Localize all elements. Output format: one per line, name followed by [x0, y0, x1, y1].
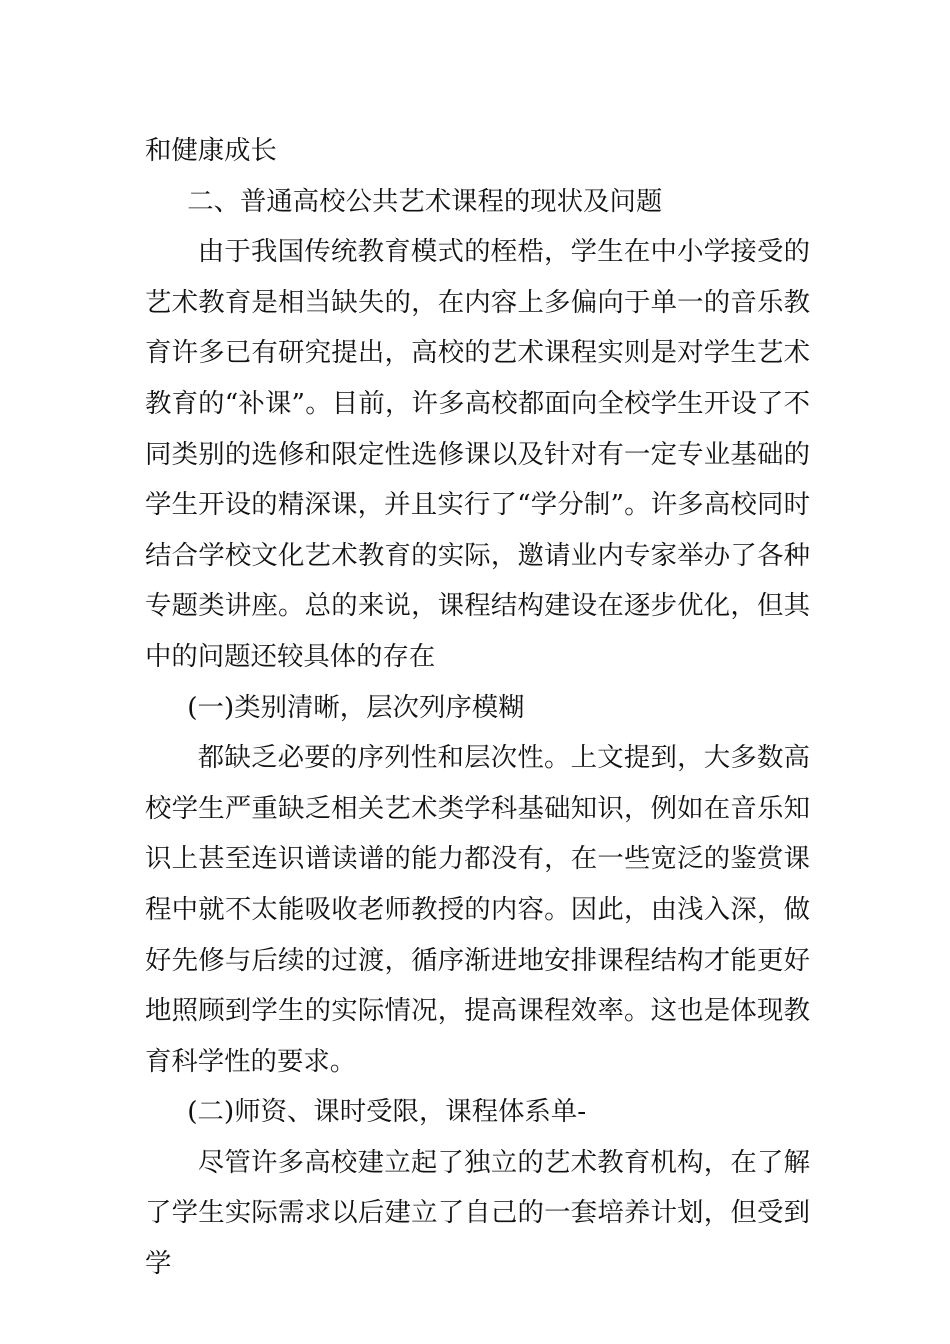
paragraph: 都缺乏必要的序列性和层次性。上文提到，大多数高校学生严重缺乏相关艺术类学科基础知识，例如在音乐知识上甚至连识谱读谱的能力都没有，在一些宽泛的鉴赏课程中就不太能吸收老师教授的内容。因此，由浅入深，做好先修与后续的过渡，循序渐进地安排课程结构才能更好地照顾到学生的实际情况，提高课程效率。这也是体现教育科学性的要求。	[145, 742, 810, 1077]
subsection-heading: (一)类别清晰，层次列序模糊	[187, 691, 525, 723]
paragraph-continuation: 和健康成长	[145, 135, 277, 166]
document-body	[145, 126, 810, 1290]
subsection-heading: (二)师资、课时受限，课程体系单-	[187, 1096, 587, 1128]
paragraph: 尽管许多高校建立起了独立的艺术教育机构，在了解了学生实际需求以后建立了自己的一套培养计划，但受到学	[145, 1146, 810, 1280]
paragraph: 由于我国传统教育模式的桎梏，学生在中小学接受的艺术教育是相当缺失的，在内容上多偏向于单一的音乐教育许多已有研究提出，高校的艺术课程实则是对学生艺术教育的“补课”。目前，许多高校都面向全校学生开设了不同类别的选修和限定性选修课以及针对有一定专业基础的学生开设的精深课，并且实行了“学分制”。许多高校同时结合学校文化艺术教育的实际，邀请业内专家举办了各种专题类讲座。总的来说，课程结构建设在逐步优化，但其中的问题还较具体的存在	[145, 236, 810, 672]
section-heading: 二、普通高校公共艺术课程的现状及问题	[187, 185, 663, 217]
